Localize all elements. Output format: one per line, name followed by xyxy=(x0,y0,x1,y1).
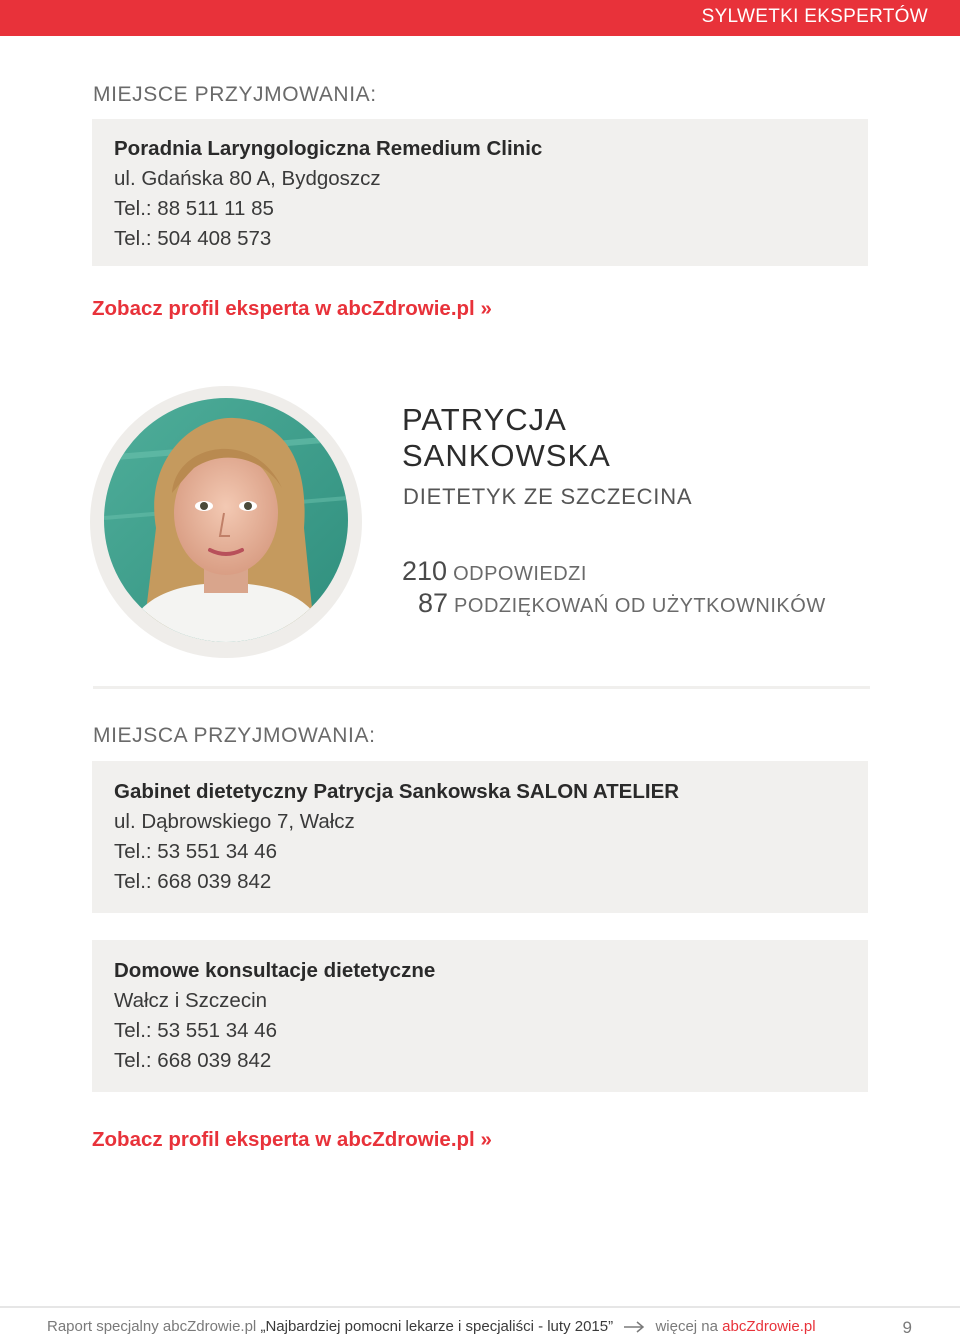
location-section-label: MIEJSCE PRZYJMOWANIA: xyxy=(93,83,377,106)
answers-count: 210 xyxy=(402,556,448,586)
footer-text xyxy=(47,1318,816,1335)
location-phone: Tel.: 668 039 842 xyxy=(114,1049,272,1072)
location-card xyxy=(92,940,868,1092)
arrow-right-icon xyxy=(623,1321,645,1333)
answers-stat xyxy=(402,556,587,587)
location-phone: Tel.: 53 551 34 46 xyxy=(114,1019,277,1042)
footer-report-title: „Najbardziej pomocni lekarze i specjaliści - luty 2015” xyxy=(260,1318,614,1335)
location-phone: Tel.: 88 511 11 85 xyxy=(114,197,274,220)
expert-first-name: PATRYCJA xyxy=(402,402,567,437)
footer-more-prefix: więcej na xyxy=(655,1318,718,1335)
location-phone: Tel.: 53 551 34 46 xyxy=(114,840,277,863)
location-address: ul. Gdańska 80 A, Bydgoszcz xyxy=(114,167,381,190)
location-name: Poradnia Laryngologiczna Remedium Clinic xyxy=(114,137,543,160)
locations-section-label: MIEJSCA PRZYJMOWANIA: xyxy=(93,724,376,747)
expert-last-name: SANKOWSKA xyxy=(402,438,611,473)
location-phone: Tel.: 668 039 842 xyxy=(114,870,272,893)
expert-role: DIETETYK ZE SZCZECINA xyxy=(403,484,693,509)
thanks-label: PODZIĘKOWAŃ OD UŻYTKOWNIKÓW xyxy=(454,595,826,617)
location-address: ul. Dąbrowskiego 7, Wałcz xyxy=(114,810,355,833)
location-address: Wałcz i Szczecin xyxy=(114,989,268,1012)
expert-portrait-icon xyxy=(104,398,348,642)
footer-divider xyxy=(0,1306,960,1308)
section-divider xyxy=(93,686,870,689)
section-title: SYLWETKI EKSPERTÓW xyxy=(701,6,928,27)
answers-label: ODPOWIEDZI xyxy=(453,563,587,585)
footer-site-link[interactable]: abcZdrowie.pl xyxy=(722,1318,816,1335)
location-phone: Tel.: 504 408 573 xyxy=(114,227,272,250)
location-card xyxy=(92,119,868,266)
footer-report-prefix: Raport specjalny abcZdrowie.pl xyxy=(47,1318,257,1335)
thanks-stat xyxy=(418,588,826,619)
top-header-bar xyxy=(0,0,960,36)
expert-profile-link[interactable]: Zobacz profil eksperta w abcZdrowie.pl » xyxy=(92,1128,492,1151)
location-name: Gabinet dietetyczny Patrycja Sankowska SALON ATELIER xyxy=(114,780,680,803)
location-card xyxy=(92,761,868,913)
location-name: Domowe konsultacje dietetyczne xyxy=(114,959,436,982)
expert-profile-link[interactable]: Zobacz profil eksperta w abcZdrowie.pl » xyxy=(92,297,492,320)
page-number: 9 xyxy=(902,1318,912,1337)
thanks-count: 87 xyxy=(418,588,449,618)
expert-name xyxy=(402,402,611,474)
